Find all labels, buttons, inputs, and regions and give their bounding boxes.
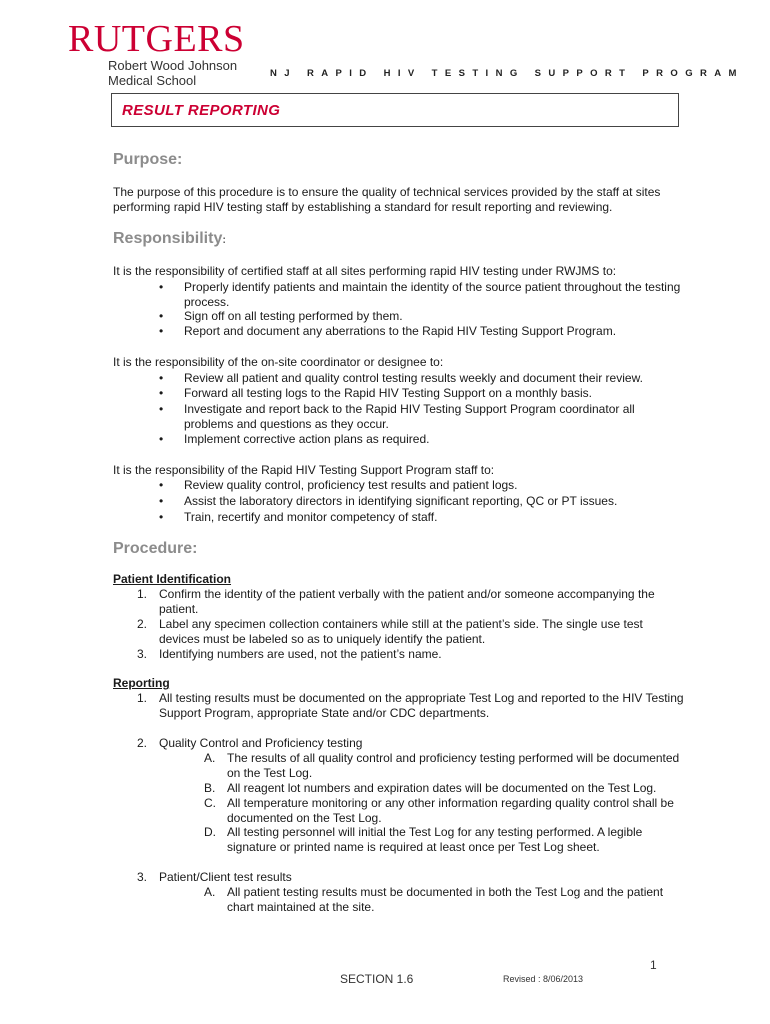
responsibility-intro-2: It is the responsibility of the on-site coordinator or designee to: <box>113 355 444 369</box>
procedure-heading: Procedure: <box>113 540 198 557</box>
responsibility-intro-3: It is the responsibility of the Rapid HIV Testing Support Program staff to: <box>113 463 495 477</box>
bullet-marker: • <box>159 494 164 508</box>
bullet-marker: • <box>159 510 164 524</box>
section-label: SECTION 1.6 <box>340 972 414 986</box>
list-item: Investigate and report back to the Rapid HIV Testing Support Program coordinator all problems and questions as they occur. <box>184 402 635 431</box>
list-number: 3. <box>137 647 148 661</box>
list-item: Label any specimen collection containers while still at the patient’s side. The single use test devices must be labeled so as to uniquely identify the patient. <box>159 617 643 646</box>
page-number: 1 <box>650 958 657 972</box>
list-letter: C. <box>204 796 216 810</box>
list-item: All temperature monitoring or any other information regarding quality control shall be documented on the Test Log. <box>227 796 674 825</box>
list-item: All testing results must be documented on the appropriate Test Log and reported to the HIV Testing Support Program, appropriate State and/or CDC departments. <box>159 691 684 720</box>
revised-date: Revised : 8/06/2013 <box>503 974 584 984</box>
reporting-heading: Reporting <box>113 676 170 690</box>
patient-identification-heading: Patient Identification <box>113 572 232 586</box>
list-item: Identifying numbers are used, not the patient’s name. <box>159 647 442 661</box>
list-letter: A. <box>204 751 216 765</box>
title-box <box>111 93 679 127</box>
rutgers-logo <box>68 20 245 58</box>
bullet-marker: • <box>159 371 164 385</box>
bullet-marker: • <box>159 432 164 446</box>
list-item: Review all patient and quality control testing results weekly and document their review. <box>184 371 643 385</box>
list-number: 2. <box>137 736 148 750</box>
program-name: NJ RAPID HIV TESTING SUPPORT PROGRAM <box>270 68 744 79</box>
responsibility-heading <box>113 230 226 248</box>
responsibility-intro-1: It is the responsibility of certified staff at all sites performing rapid HIV testing under RWJMS to: <box>113 264 617 278</box>
list-number: 1. <box>137 691 148 705</box>
logo-subtitle <box>108 58 237 88</box>
list-item: All reagent lot numbers and expiration dates will be documented on the Test Log. <box>227 781 657 795</box>
bullet-marker: • <box>159 280 164 294</box>
bullet-marker: • <box>159 324 164 338</box>
list-number: 1. <box>137 587 148 601</box>
list-item: Implement corrective action plans as required. <box>184 432 430 446</box>
logo-line-2: Medical School <box>108 73 197 88</box>
logo-wordmark: RUTGERS <box>68 18 245 60</box>
list-letter: A. <box>204 885 216 899</box>
document-title: RESULT REPORTING <box>122 102 281 119</box>
list-item: Confirm the identity of the patient verbally with the patient and/or someone accompanying the patient. <box>159 587 655 616</box>
list-number: 2. <box>137 617 148 631</box>
responsibility-heading-colon: : <box>222 234 227 246</box>
bullet-marker: • <box>159 478 164 492</box>
list-item: Properly identify patients and maintain the identity of the source patient throughout the testing process. <box>184 280 681 309</box>
list-item: Quality Control and Proficiency testing <box>159 736 363 750</box>
list-item: Review quality control, proficiency test results and patient logs. <box>184 478 518 492</box>
list-item: All patient testing results must be documented in both the Test Log and the patient chart maintained at the site. <box>227 885 664 914</box>
list-item: Report and document any aberrations to the Rapid HIV Testing Support Program. <box>184 324 617 338</box>
list-item: Forward all testing logs to the Rapid HIV Testing Support on a monthly basis. <box>184 386 592 400</box>
list-item: Patient/Client test results <box>159 870 292 884</box>
list-number: 3. <box>137 870 148 884</box>
bullet-marker: • <box>159 402 164 416</box>
list-item: All testing personnel will initial the Test Log for any testing performed. A legible signature or printed name is required at least once per Test Log sheet. <box>227 825 643 854</box>
purpose-heading: Purpose: <box>113 151 183 168</box>
purpose-text: The purpose of this procedure is to ensure the quality of technical services provided by the staff at sites performing rapid HIV testing staff by establishing a standard for result reporting and reviewing. <box>113 185 661 214</box>
list-letter: D. <box>204 825 216 839</box>
list-item: Assist the laboratory directors in identifying significant reporting, QC or PT issues. <box>184 494 618 508</box>
list-item: Train, recertify and monitor competency of staff. <box>184 510 438 524</box>
list-item: The results of all quality control and proficiency testing performed will be documented on the Test Log. <box>227 751 680 780</box>
list-letter: B. <box>204 781 216 795</box>
responsibility-heading-text: Responsibility <box>113 230 223 247</box>
logo-line-1: Robert Wood Johnson <box>108 58 238 73</box>
bullet-marker: • <box>159 386 164 400</box>
list-item: Sign off on all testing performed by them. <box>184 309 403 323</box>
bullet-marker: • <box>159 309 164 323</box>
